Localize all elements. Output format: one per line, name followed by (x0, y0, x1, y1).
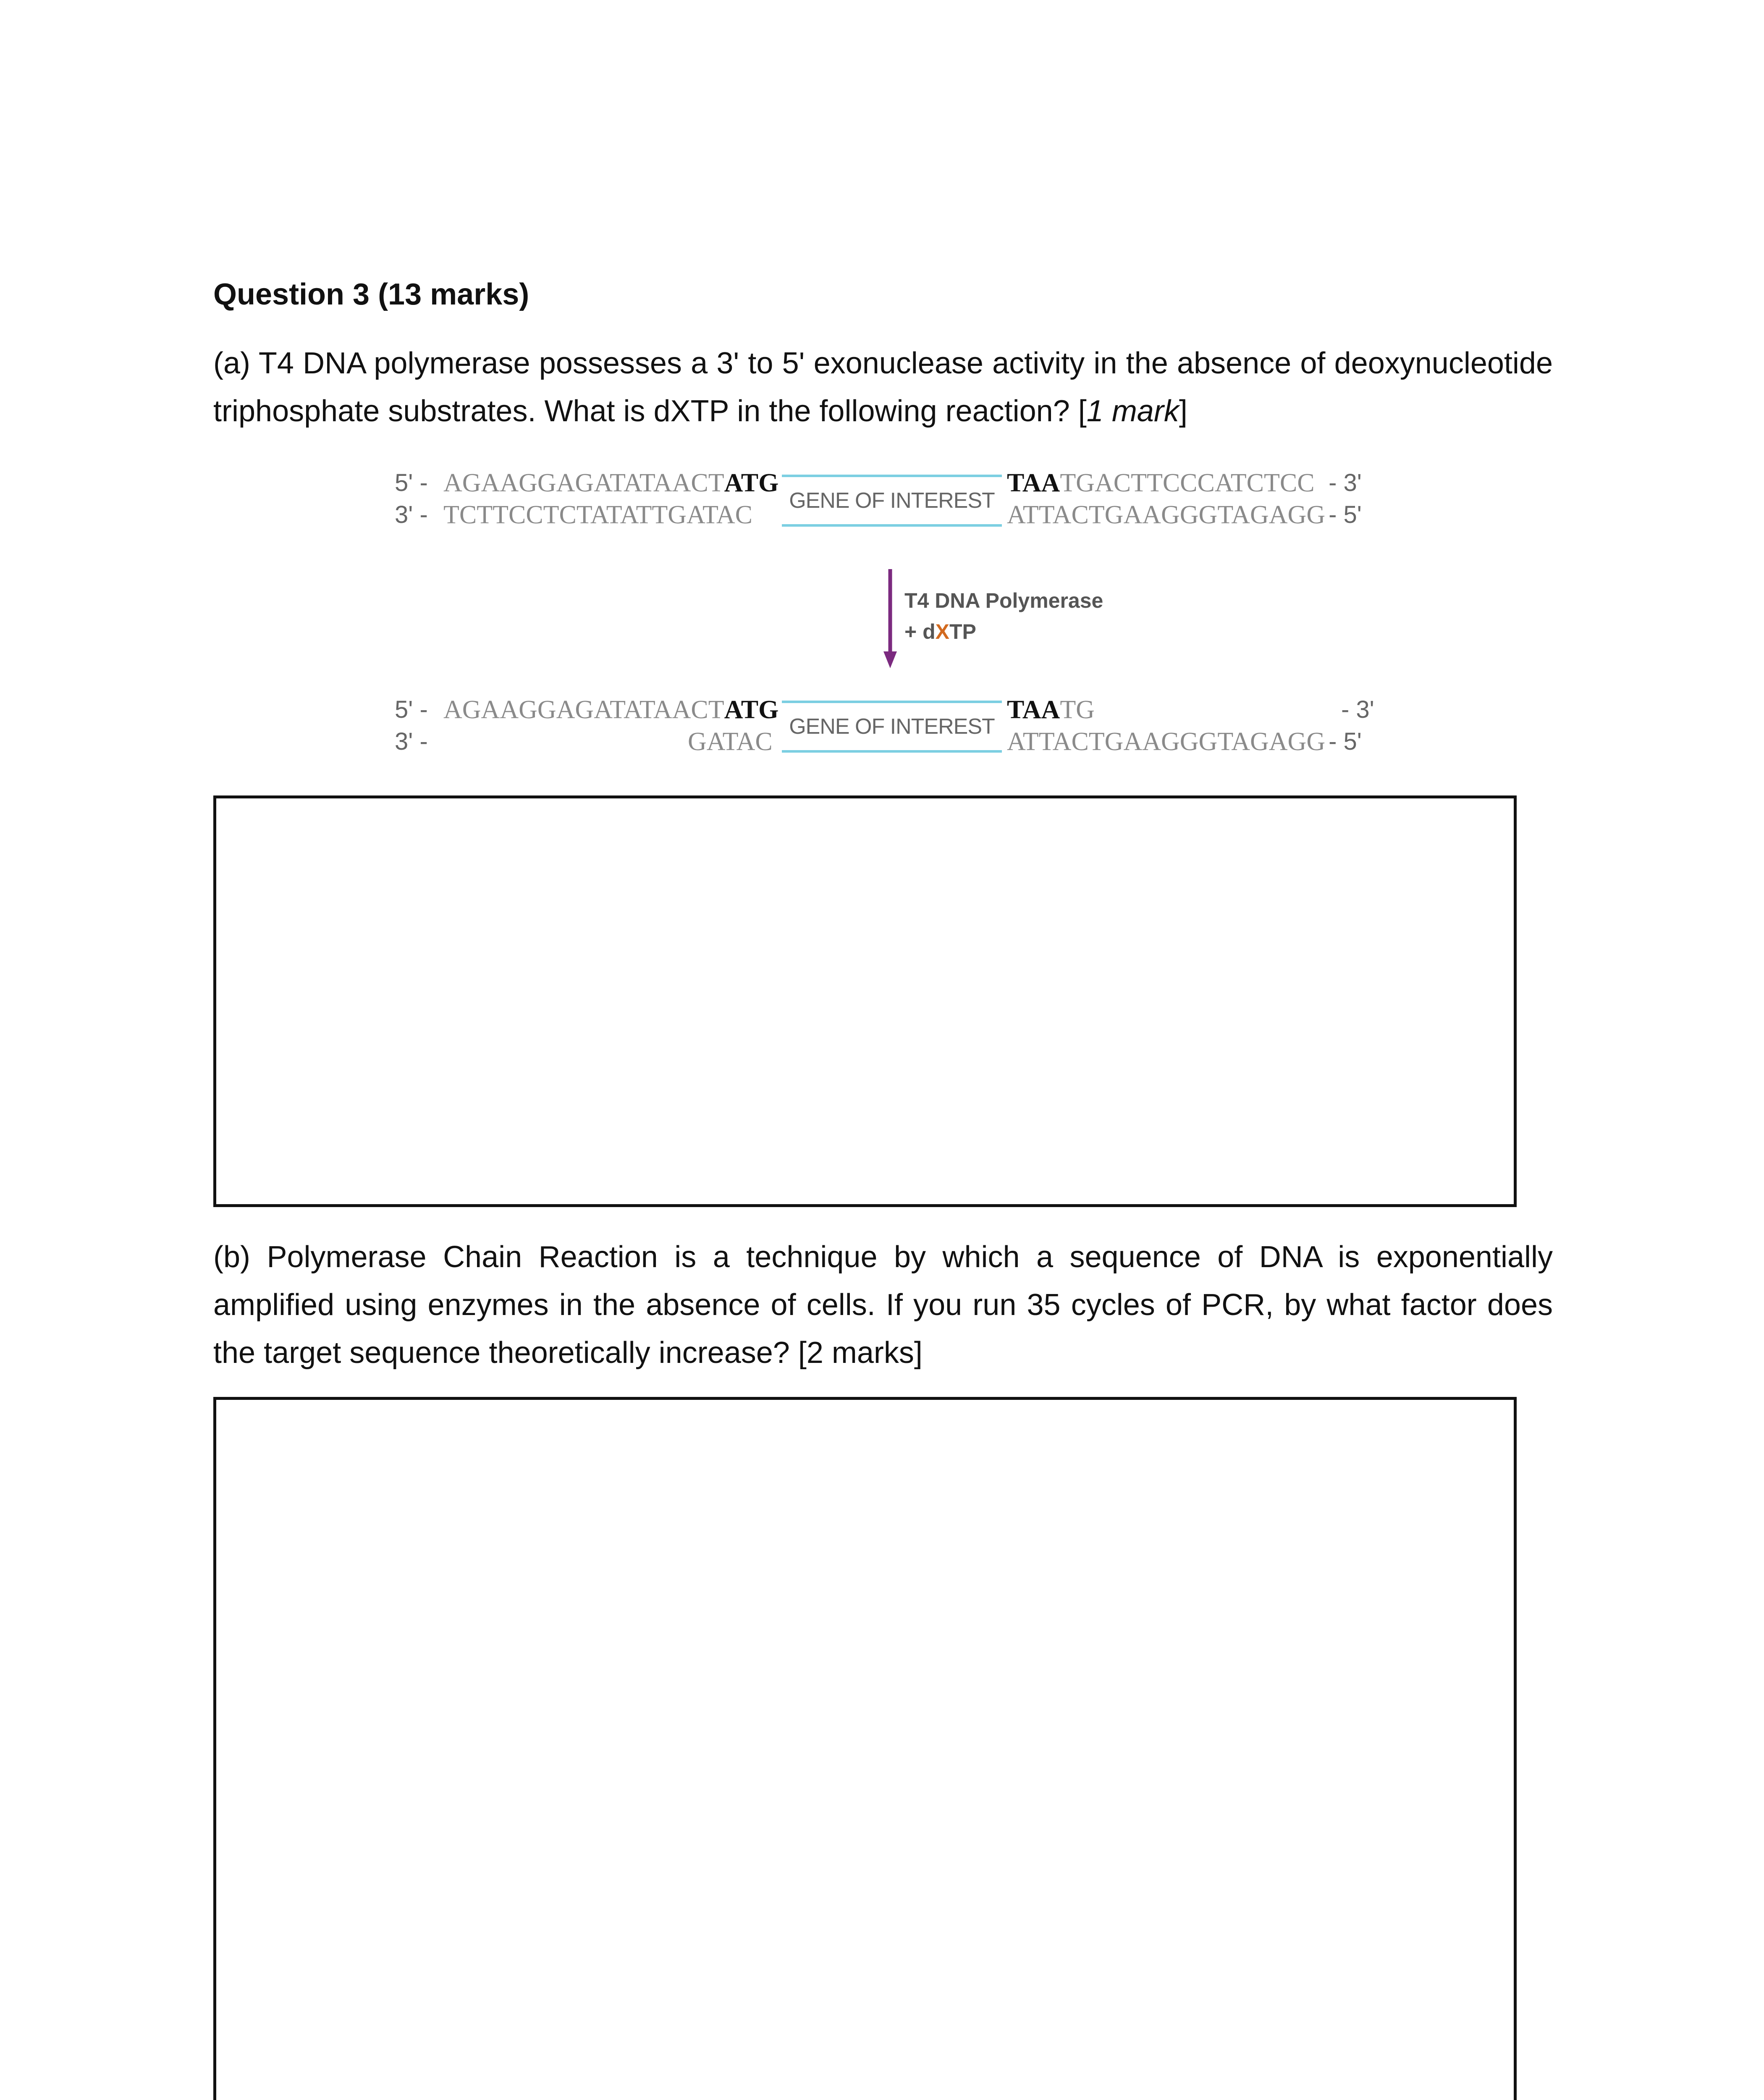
after-top-left-seq: AGAAGGAGATATAACTATG (443, 696, 779, 724)
part-b-text: (b) Polymerase Chain Reaction is a technique by which a sequence of DNA is exponentially amplified using enzymes in the absence of cells. If you run 35 cycles of PCR, by what factor does the target sequence theoretically increase? [2 marks] (213, 1240, 1553, 1370)
before-top-5prime: 5' - (395, 469, 435, 496)
enzyme-label: T4 DNA Polymerase (904, 589, 1103, 612)
after-top-3prime: - 3' (1341, 696, 1374, 723)
before-bottom-3prime: 3' - (395, 501, 435, 528)
before-top-3prime: - 3' (1322, 469, 1362, 496)
before-top-right-seq: TAATGACTTCCCATCTCC (1007, 469, 1315, 497)
answer-box-b[interactable] (213, 1397, 1517, 2100)
after-bottom-right-seq: ATTACTGAAGGGTAGAGG (1007, 727, 1326, 756)
before-bottom-left-seq: TCTTCCTCTATATTGATAC (443, 501, 752, 529)
after-bottom-5prime: - 5' (1322, 728, 1362, 755)
after-bottom-3prime: 3' - (395, 728, 428, 755)
part-a-text: (a) T4 DNA polymerase possesses a 3' to 5' exonuclease activity in the absence of deoxynucleotide triphosphate substrates. What is dXTP in the following reaction? [1 mark] (213, 346, 1553, 428)
before-top-left-seq: AGAAGGAGATATAACTATG (443, 469, 779, 497)
before-bottom-right-seq: ATTACTGAAGGGTAGAGG (1007, 501, 1326, 529)
reaction-arrow-icon (882, 569, 899, 670)
after-top-right-seq: TAATG (1007, 696, 1095, 724)
after-top-5prime: 5' - (395, 696, 435, 723)
question-title: Question 3 (13 marks) (213, 278, 529, 311)
dxtp-label: + dXTP (904, 620, 976, 643)
before-bottom-5prime: - 5' (1322, 501, 1362, 528)
after-gene-of-interest: GENE OF INTEREST (782, 701, 1002, 753)
before-gene-of-interest: GENE OF INTEREST (782, 475, 1002, 527)
answer-box-a[interactable] (213, 795, 1517, 1207)
after-bottom-left-seq: GATAC (688, 727, 773, 756)
